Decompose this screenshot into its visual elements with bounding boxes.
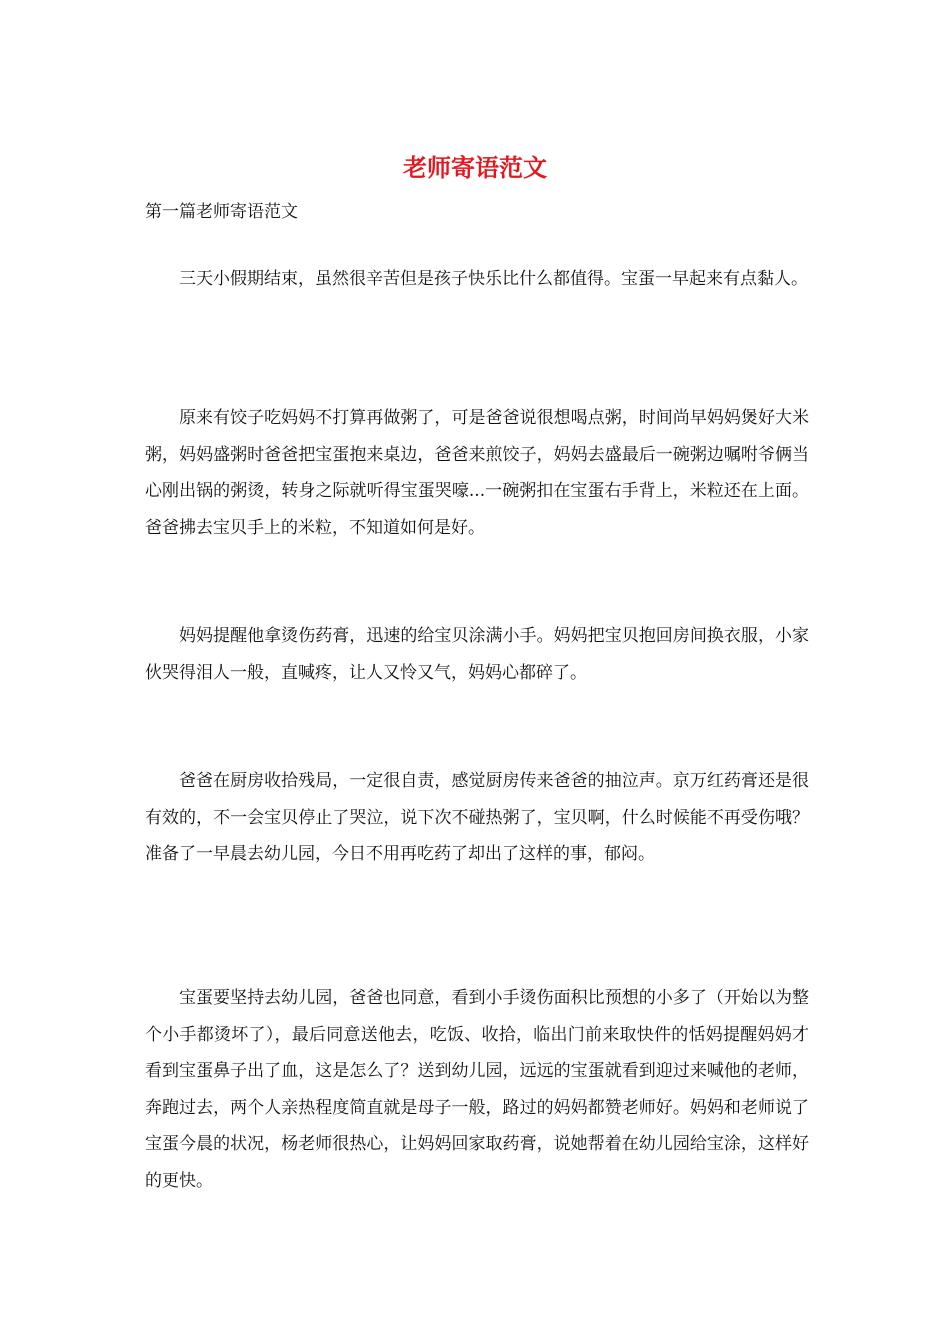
paragraph-2: 原来有饺子吃妈妈不打算再做粥了，可是爸爸说很想喝点粥，时间尚早妈妈煲好大米粥，妈妈盛粥时爸爸把宝蛋抱来桌边，爸爸来煎饺子，妈妈去盛最后一碗粥边嘱咐爷俩当心刚出锅的粥烫，转身之际就听得宝蛋哭嚎...一碗粥扣在宝蛋右手背上，米粒还在上面。爸爸拂去宝贝手上的米粒，不知道如何是好。 (145, 408, 809, 538)
paragraph-5: 宝蛋要坚持去幼儿园，爸爸也同意，看到小手烫伤面积比预想的小多了（开始以为整个小手都烫坏了），最后同意送他去，吃饭、收拾，临出门前来取快件的恬妈提醒妈妈才看到宝蛋鼻子出了血，这是怎么了？送到幼儿园，远远的宝蛋就看到迎过来喊他的老师，奔跑过去，两个人亲热程度简直就是母子一般，路过的妈妈都赞老师好。妈妈和老师说了宝蛋今晨的状况，杨老师很热心，让妈妈回家取药膏，说她帮着在幼儿园给宝涂，这样好的更快。 (145, 988, 809, 1191)
paragraph-4: 爸爸在厨房收拾残局，一定很自责，感觉厨房传来爸爸的抽泣声。京万红药膏还是很有效的，不一会宝贝停止了哭泣，说下次不碰热粥了，宝贝啊，什么时候能不再受伤哦？准备了一早晨去幼儿园，今日不用再吃药了却出了这样的事，郁闷。 (145, 771, 809, 864)
section-heading: 第一篇老师寄语范文 (145, 202, 298, 222)
paragraph-3: 妈妈提醒他拿烫伤药膏，迅速的给宝贝涂满小手。妈妈把宝贝抱回房间换衣服，小家伙哭得泪人一般，直喊疼，让人又怜又气，妈妈心都碎了。 (145, 626, 809, 683)
paragraph-1: 三天小假期结束，虽然很辛苦但是孩子快乐比什么都值得。宝蛋一早起来有点黏人。 (179, 269, 808, 289)
page-title: 老师寄语范文 (403, 153, 547, 182)
